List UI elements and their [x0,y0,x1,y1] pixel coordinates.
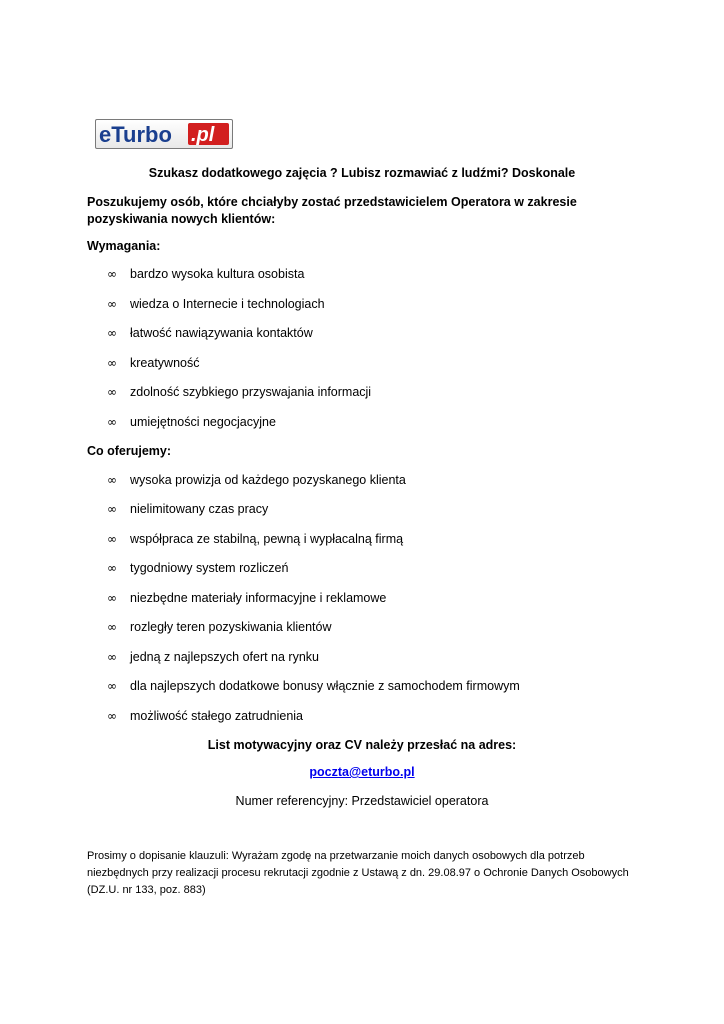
bullet-icon: ∞ [107,650,117,664]
list-item-text: nielimitowany czas pracy [130,502,269,516]
list-item-text: bardzo wysoka kultura osobista [130,267,305,281]
bullet-icon: ∞ [107,473,117,487]
bullet-icon: ∞ [107,709,117,723]
list-item-text: tygodniowy system rozliczeń [130,561,289,575]
logo-text-accent: .pl [191,124,215,146]
bullet-icon: ∞ [107,591,117,605]
bullet-icon: ∞ [107,561,117,575]
reference-number: Numer referencyjny: Przedstawiciel operatora [235,794,489,808]
list-item-text: wysoka prowizja od każdego pozyskanego klienta [130,473,406,487]
list-item-text: kreatywność [130,356,200,370]
bullet-icon: ∞ [107,267,117,281]
list-item-text: współpraca ze stabilną, pewną i wypłacalną firmą [130,532,404,546]
headline: Szukasz dodatkowego zajęcia ? Lubisz rozmawiać z ludźmi? Doskonale [148,166,576,180]
logo-text-main: eTurbo [99,122,172,147]
bullet-icon: ∞ [107,326,117,340]
intro-paragraph: Poszukujemy osób, które chciałyby zostać przedstawicielem Operatora w zakresie pozyskiwania nowych klientów: [87,195,577,226]
offer-heading: Co oferujemy: [87,444,172,458]
list-item-text: jedną z najlepszych ofert na rynku [130,650,319,664]
list-item-text: umiejętności negocjacyjne [130,415,276,429]
consent-clause: Prosimy o dopisanie klauzuli: Wyrażam zgodę na przetwarzanie moich danych osobowych dla potrzeb niezbędnych przy realizacji procesu rekrutacji zgodnie z Ustawą z dn. 29.08.97 o Ochronie Danych Osobowych (DZ.U. nr 133, poz. 883) [87,850,629,896]
bullet-icon: ∞ [107,297,117,311]
bullet-icon: ∞ [107,502,117,516]
bullet-icon: ∞ [107,679,117,693]
list-item-text: niezbędne materiały informacyjne i reklamowe [130,591,387,605]
bullet-icon: ∞ [107,415,117,429]
logo-graphic [96,120,232,148]
list-item-text: łatwość nawiązywania kontaktów [130,326,313,340]
list-item-text: możliwość stałego zatrudnienia [130,709,304,723]
list-item-text: dla najlepszych dodatkowe bonusy włącznie z samochodem firmowym [130,679,520,693]
list-item-text: wiedza o Internecie i technologiach [130,297,325,311]
email-link[interactable]: poczta@eturbo.pl [309,765,415,779]
eturbo-logo [95,119,233,149]
apply-instruction: List motywacyjny oraz CV należy przesłać na adres: [207,738,517,752]
requirements-heading: Wymagania: [87,239,161,253]
email-line [87,764,637,781]
bullet-icon: ∞ [107,532,117,546]
bullet-icon: ∞ [107,620,117,634]
bullet-icon: ∞ [107,385,117,399]
list-item-text: rozległy teren pozyskiwania klientów [130,620,332,634]
list-item-text: zdolność szybkiego przyswajania informacji [130,385,372,399]
bullet-icon: ∞ [107,356,117,370]
